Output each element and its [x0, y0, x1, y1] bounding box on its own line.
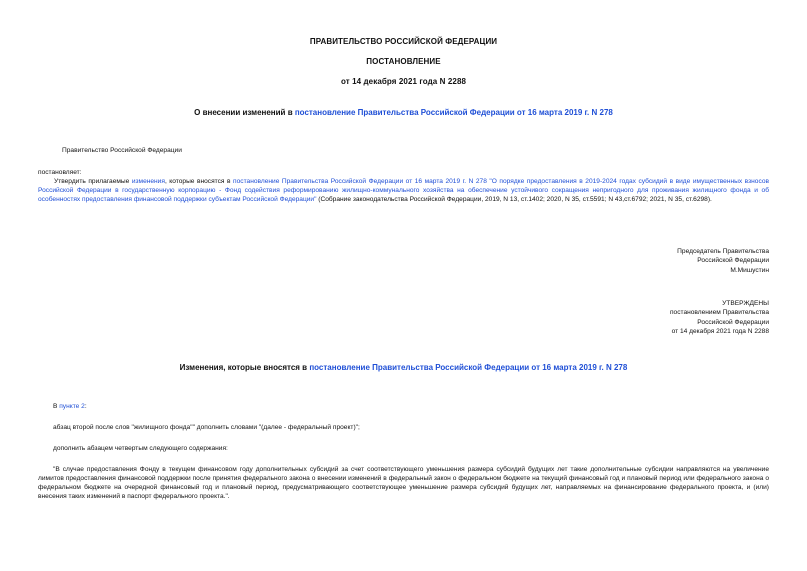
resolves-text: постановляет:	[38, 169, 82, 176]
document-title-prefix: О внесении изменений в	[194, 108, 295, 117]
approved-by: постановлением Правительства	[669, 309, 769, 317]
signature-block	[677, 247, 769, 275]
signature-name: М.Мишустин	[730, 266, 769, 274]
changes-link[interactable]: изменения	[131, 178, 165, 185]
main-paragraph-part-b: , которые вносятся в	[164, 178, 234, 185]
main-paragraph	[38, 177, 769, 204]
document-title	[0, 108, 807, 117]
resolution-278-link[interactable]: постановление Правительства Российской Федерации от 16 марта 2019 г. N 278	[294, 108, 613, 117]
government-heading: ПРАВИТЕЛЬСТВО РОССИЙСКОЙ ФЕДЕРАЦИИ	[309, 37, 498, 46]
item-prefix: В	[53, 403, 60, 410]
main-paragraph-part-c: (Собрание законодательства Российской Федерации, 2019, N 13, ст.1402; 2020, N 35, ст.5591; N 43,ст.6792; 2021, N 35, ст.6298).	[316, 196, 712, 203]
change-line-b: дополнить абзацем четвертым следующего содержания:	[53, 445, 228, 452]
signature-position: Председатель Правительства	[677, 248, 769, 255]
changes-resolution-278-link[interactable]: постановление Правительства Российской Федерации от 16 марта 2019 г. N 278	[309, 363, 628, 372]
paragraph-2-link[interactable]: пункте 2	[59, 403, 85, 410]
document-type-heading: ПОСТАНОВЛЕНИЕ	[366, 57, 441, 66]
new-paragraph-quote: "В случае предоставления Фонду в текущем финансовом году дополнительных субсидий за счет соответствующего уменьшения размера субсидий будущих лет такие дополнительные субсидии направляются на увеличение лимитов предоставления финансовой поддержки после принятия федерального закона о внесении изменений в федеральный закон о федеральном бюджете на текущий финансовый год и плановый период или федерального закона о федеральном бюджете на очередной финансовый год и плановый период, предусматривающего соответствующее уменьшение размера субсидий будущих лет, направляемых на финансирование федерального проекта, и (или) внесения таких изменений в паспорт федерального проекта.".	[38, 466, 769, 500]
document-date-number: от 14 декабря 2021 года N 2288	[340, 77, 467, 86]
item-paragraph-2	[53, 402, 87, 411]
approved-country: Российской Федерации	[697, 318, 769, 326]
changes-title	[0, 363, 807, 372]
change-line-a: абзац второй после слов "жилищного фонда"" дополнить словами "(далее - федеральный проект)";	[53, 424, 360, 431]
approved-block	[670, 299, 769, 336]
approved-label: УТВЕРЖДЕНЫ	[722, 300, 769, 307]
resolution-278-full-link[interactable]: постановление Правительства Российской Федерации от 16 марта 2019 г. N 278 "О порядке предоставления в 2019-2024 годах субсидий в виде имущественных взносов Российской Федерации в государственную корпорацию - Фонд содействия реформированию жилищно-коммунального хозяйства на обеспечение устойчивого сокращения непригодного для проживания жилищного фонда и об особенностях предоставления финансовой поддержки субъектам Российской Федерации"	[38, 178, 769, 203]
item-suffix: :	[84, 403, 87, 410]
changes-title-prefix: Изменения, которые вносятся в	[179, 363, 310, 372]
signature-country: Российской Федерации	[697, 257, 769, 265]
issuer-text: Правительство Российской Федерации	[62, 147, 182, 154]
main-paragraph-part-a: Утвердить прилагаемые	[54, 178, 132, 185]
approved-date: от 14 декабря 2021 года N 2288	[671, 327, 769, 335]
